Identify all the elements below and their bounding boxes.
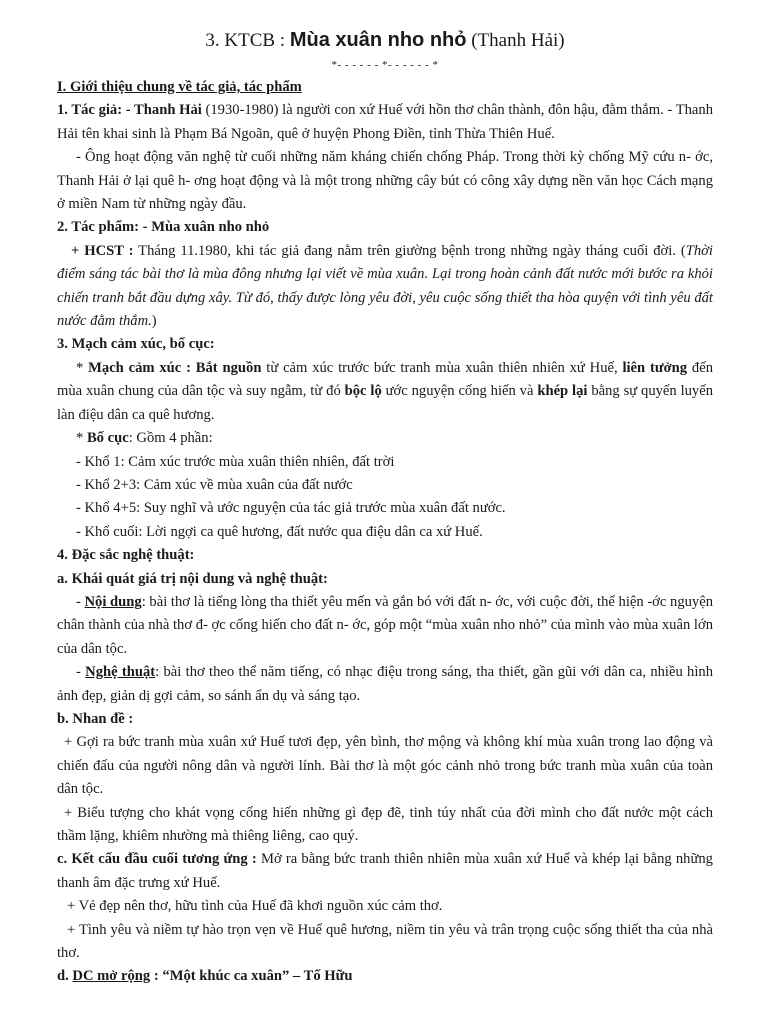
nd-dash: -: [76, 593, 85, 610]
c-text: Mở ra bằng bức tranh thiên nhiên mùa xuân xứ Huế và khép lại bằng những thanh âm đặc trưng xứ Huế.: [57, 851, 713, 891]
bocuc-label: Bố cục: [86, 430, 129, 447]
star-divider: *- - - - - - *- - - - - - *: [331, 59, 439, 71]
section-1-heading: I. Giới thiệu chung về tác giả, tác phẩm: [57, 79, 302, 95]
mach-keyword-1: Bắt nguồn: [195, 359, 262, 376]
document-body: [57, 76, 713, 989]
d-label: DC mở rộng: [72, 968, 151, 985]
ket-cau-point-2: + Tình yêu và niềm tự hào trọn vẹn về Huế quê hương, niềm tin yêu và trân trọng cuộc sống thiết tha của nhà thơ.: [57, 921, 713, 962]
mach-text-2: đến mùa xuân chung của dân tộc và suy ngẫm, từ đó: [57, 359, 713, 400]
hcst-italic: Thời điểm sáng tác bài thơ là mùa đông nhưng lại viết về mùa xuân. Lại trong hoàn cảnh đất nước mới bước ra khỏi chiến tranh bắt đầu dựng xây. Từ đó, thấy được lòng yêu đời, yêu cuộc sống thiết tha hòa quyện với tình yêu đất nước đằm thắm.: [57, 242, 713, 330]
nd-label: Nội dung: [84, 593, 142, 610]
section-4-heading: 4. Đặc sắc nghệ thuật:: [57, 547, 195, 564]
nhan-de-point-2: + Biểu tượng cho khát vọng cống hiến những gì đẹp đẽ, tinh túy nhất của đời mình cho đất nước một cách thầm lặng, khiêm nhường mà thiêng liêng, cao quý.: [57, 804, 713, 844]
mach-text-3: ước nguyện cống hiến và: [381, 383, 538, 400]
hcst-label: + HCST :: [71, 242, 134, 259]
nt-label: Nghệ thuật: [85, 664, 156, 681]
title-author: (Thanh Hải): [466, 30, 565, 51]
author-paragraph-2: - Ông hoạt động văn nghệ từ cuối những năm kháng chiến chống Pháp. Trong thời kỳ chống Mỹ cứu n- ớc, Thanh Hải ở lại quê h- ơng hoạt động và là một trong những cây bút có công xây dựng nền văn học Cách mạng ở miền Nam từ những ngày đầu.: [57, 149, 713, 213]
bo-cuc-item: - Khổ cuối: Lời ngợi ca quê hương, đất nước qua điệu dân ca xứ Huế.: [76, 523, 483, 540]
ket-cau-point-1: + Vẻ đẹp nên thơ, hữu tình của Huế đã khơi nguồn xúc cảm thơ.: [67, 898, 443, 915]
bocuc-star: *: [76, 430, 87, 447]
noi-dung-paragraph: [57, 591, 713, 661]
d-text: : “Một khúc ca xuân” – Tố Hữu: [150, 968, 353, 985]
work-heading: 2. Tác phẩm: - Mùa xuân nho nhỏ: [57, 219, 270, 236]
nhan-de-point-1: + Gợi ra bức tranh mùa xuân xứ Huế tươi đẹp, yên bình, thơ mộng và không khí mùa xuân trong lao động và chiến đấu của người nông dân và người lính. Bài thơ là một góc cảnh nhỏ trong bức tranh mùa xuân của toàn dân tộc.: [57, 734, 713, 798]
subsection-d-heading: [57, 965, 713, 988]
nt-text: : bài thơ theo thể năm tiếng, có nhạc điệu trong sáng, tha thiết, gần gũi với dân ca, nhiều hình ảnh đẹp, giản dị gợi cảm, so sánh ẩn dụ và sáng tạo.: [57, 664, 713, 704]
author-paragraph: [57, 99, 713, 146]
bo-cuc-item: - Khổ 2+3: Cảm xúc về mùa xuân của đất nước: [76, 476, 353, 493]
author-label: 1. Tác giả: - Thanh Hải: [57, 102, 202, 119]
c-label: c. Kết cấu đầu cuối tương ứng :: [57, 851, 257, 868]
ket-cau-paragraph: [57, 848, 713, 895]
mach-keyword-2: liên tưởng: [622, 359, 688, 376]
title-main: Mùa xuân nho nhỏ: [289, 29, 467, 51]
mach-text-4: bằng sự quyến luyến làn điệu dân ca quê hương.: [57, 383, 713, 423]
mach-text-1: từ cảm xúc trước bức tranh mùa xuân thiên nhiên xứ Huế,: [261, 359, 623, 376]
bocuc-text: : Gồm 4 phần:: [128, 430, 213, 447]
mach-label: Mạch cảm xúc :: [88, 359, 191, 376]
bo-cuc-paragraph: [57, 427, 713, 450]
hcst-paragraph: [57, 240, 713, 334]
mach-keyword-4: khép lại: [537, 383, 588, 400]
page-title: [57, 0, 713, 53]
bo-cuc-item: - Khổ 1: Cảm xúc trước mùa xuân thiên nhiên, đất trời: [76, 453, 395, 470]
author-text: (1930-1980) là người con xứ Huế với hồn thơ chân thành, đôn hậu, đằm thắm. - Thanh Hải tên khai sinh là Phạm Bá Ngoãn, quê ở huyện Phong Điền, tỉnh Thừa Thiên Huế.: [57, 102, 713, 142]
hcst-text: Tháng 11.1980, khi tác giả đang nằm trên giường bệnh trong những ngày tháng cuối đời. (: [133, 242, 686, 259]
d-prefix: d.: [57, 968, 73, 985]
nd-text: : bài thơ là tiếng lòng tha thiết yêu mến và gắn bó với đất n- ớc, với cuộc đời, thể hiện -ớc nguyện chân thành của nhà thơ đ- ợc cống hiến cho đất n- ớc, góp một “mùa xuân nho nhỏ” của mình vào mùa xuân lớn của dân tộc.: [57, 593, 713, 657]
section-3-heading: 3. Mạch cảm xúc, bố cục:: [57, 336, 215, 353]
subsection-a-heading: a. Khái quát giá trị nội dung và nghệ thuật:: [57, 570, 328, 587]
mach-star: *: [76, 359, 89, 376]
subsection-b-heading: b. Nhan đề :: [57, 710, 134, 727]
nghe-thuat-paragraph: [57, 661, 713, 708]
mach-cam-xuc-paragraph: [57, 357, 713, 427]
bo-cuc-item: - Khổ 4+5: Suy nghĩ và ước nguyện của tác giả trước mùa xuân đất nước.: [76, 500, 506, 517]
hcst-close: ): [151, 313, 157, 330]
title-prefix: 3. KTCB :: [205, 30, 290, 51]
nt-dash: -: [76, 664, 86, 681]
mach-keyword-3: bộc lộ: [344, 383, 382, 400]
